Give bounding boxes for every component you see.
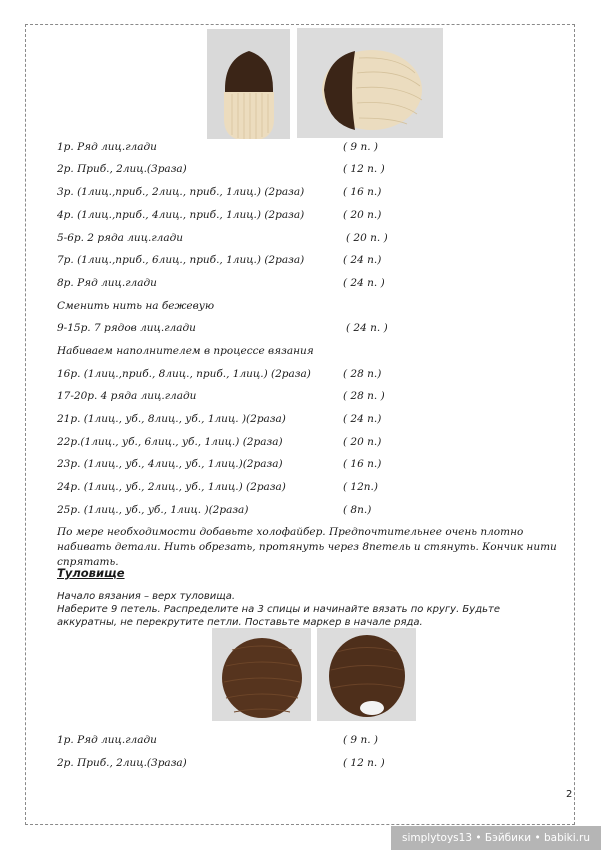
stuffing-note: По мере необходимости добавьте холофайбер. Предпочтительнее очень плотно набивать детали. Нить обрезать, протянуть через 8петель и стянуть. Кончик нити спрятать.: [57, 526, 557, 568]
stitch-count: ( 12 п. ): [343, 757, 385, 769]
pattern-row: 21р. (1лиц., уб., 8лиц., уб., 1лиц. )(2раза): [57, 413, 286, 425]
stitch-count: ( 12 п. ): [343, 163, 385, 175]
stitch-count: ( 24 п.): [343, 413, 382, 425]
stitch-count: ( 9 п. ): [343, 734, 378, 746]
stitch-count: ( 24 п. ): [343, 277, 385, 289]
stitch-count: ( 28 п. ): [343, 390, 385, 402]
stitch-count: ( 20 п. ): [346, 232, 388, 244]
pattern-row: 22р.(1лиц., уб., 6лиц., уб., 1лиц.) (2раза): [57, 436, 283, 448]
pattern-row: 5-6р. 2 ряда лиц.глади: [57, 232, 184, 244]
pattern-row: 2р. Приб., 2лиц.(3раза): [57, 757, 187, 769]
stitch-count: ( 16 п.): [343, 458, 382, 470]
pattern-row: 1р. Ряд лиц.глади: [57, 141, 157, 153]
page-number: 2: [566, 789, 573, 800]
pattern-note: Сменить нить на бежевую: [57, 300, 215, 312]
pattern-row: 24р. (1лиц., уб., 2лиц., уб., 1лиц.) (2раза): [57, 481, 286, 493]
stitch-count: ( 8п.): [343, 504, 372, 516]
pattern-row: 9-15р. 7 рядов лиц.глади: [57, 322, 196, 334]
stitch-count: ( 24 п. ): [346, 322, 388, 334]
body-intro-line1: Начало вязания – верх туловища.: [57, 591, 235, 602]
pattern-row: 25р. (1лиц., уб., уб., 1лиц. )(2раза): [57, 504, 249, 516]
stitch-count: ( 20 п.): [343, 436, 382, 448]
pattern-row: 23р. (1лиц., уб., 4лиц., уб., 1лиц.)(2раза): [57, 458, 283, 470]
pattern-row: 8р. Ряд лиц.глади: [57, 277, 157, 289]
pattern-note: Набиваем наполнителем в процессе вязания: [57, 345, 314, 357]
knitted-body-front-photo: [212, 628, 311, 721]
pattern-row: 7р. (1лиц.,приб., 6лиц., приб., 1лиц.) (2раза): [57, 254, 305, 266]
pattern-row: 2р. Приб., 2лиц.(3раза): [57, 163, 187, 175]
pattern-row: 16р. (1лиц.,приб., 8лиц., приб., 1лиц.) (2раза): [57, 368, 311, 380]
knitted-head-front-photo: [207, 29, 290, 139]
knitted-head-side-photo: [297, 28, 443, 138]
site-watermark: simplytoys13 • Бэйбики • babiki.ru: [391, 826, 601, 850]
pattern-row: 4р. (1лиц.,приб., 4лиц., приб., 1лиц.) (2раза): [57, 209, 305, 221]
section-title: Туловище: [57, 566, 125, 580]
stitch-count: ( 16 п.): [343, 186, 382, 198]
pattern-row: 3р. (1лиц.,приб., 2лиц., приб., 1лиц.) (2раза): [57, 186, 305, 198]
stitch-count: ( 9 п. ): [343, 141, 378, 153]
stitch-count: ( 28 п.): [343, 368, 382, 380]
knitted-body-bottom-photo: [317, 628, 416, 721]
stitch-count: ( 12п.): [343, 481, 378, 493]
pattern-row: 17-20р. 4 ряда лиц.глади: [57, 390, 197, 402]
body-intro-line2: Наберите 9 петель. Распределите на 3 спицы и начинайте вязать по кругу. Будьте аккуратны, не перекрутите петли. Поставьте маркер в начале ряда.: [57, 604, 500, 628]
stitch-count: ( 24 п.): [343, 254, 382, 266]
stitch-count: ( 20 п.): [343, 209, 382, 221]
pattern-row: 1р. Ряд лиц.глади: [57, 734, 157, 746]
